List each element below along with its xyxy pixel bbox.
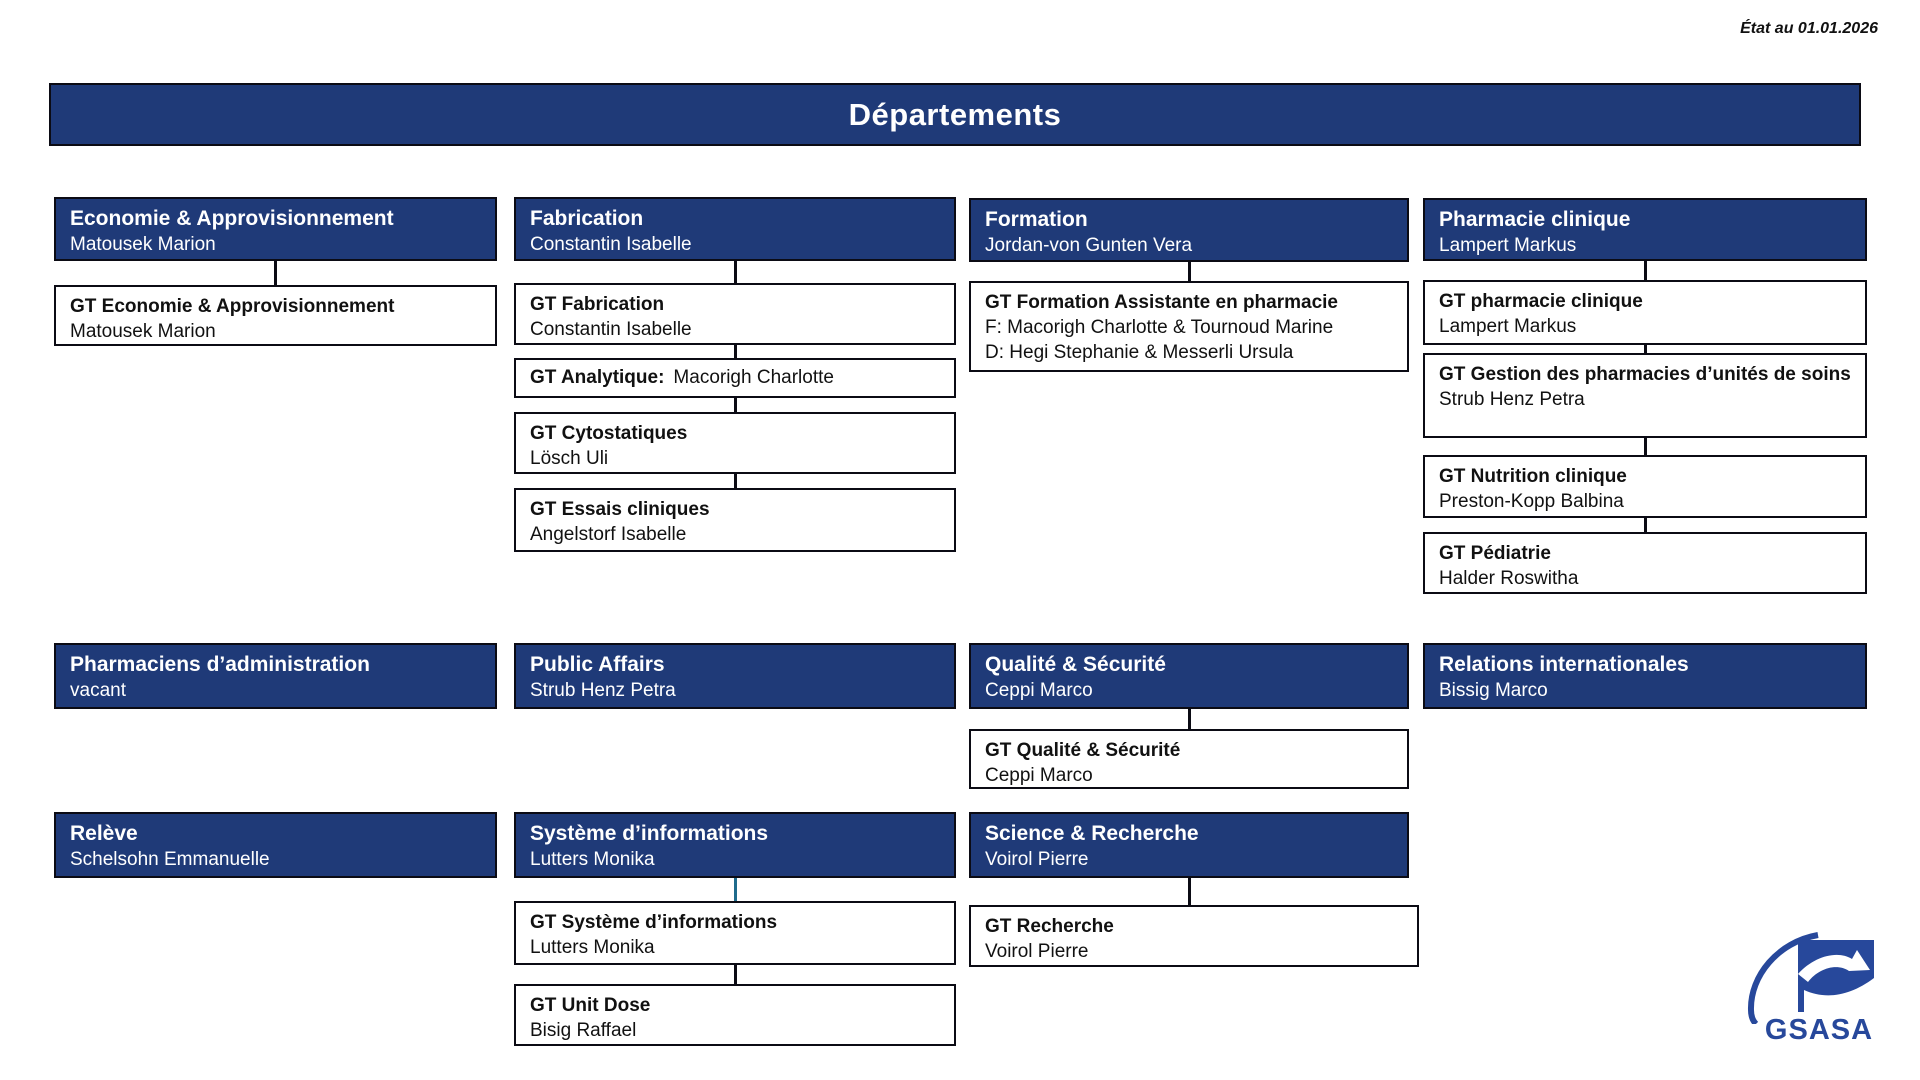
dept-name: Economie & Approvisionnement: [70, 207, 394, 230]
dept-name: Système d’informations: [530, 822, 769, 845]
dept-head: Schelsohn Emmanuelle: [70, 849, 270, 870]
gt-head: Macorigh Charlotte: [673, 367, 834, 388]
dept-head: Ceppi Marco: [985, 680, 1093, 701]
connector-line: [1188, 262, 1191, 281]
dept-box-releve: [54, 812, 497, 878]
gt-box-pharmacie-clinique-2: [1423, 455, 1867, 518]
gt-head: Matousek Marion: [70, 321, 216, 342]
dept-box-science-recherche: [969, 812, 1409, 878]
gt-head: Strub Henz Petra: [1439, 389, 1585, 410]
dept-box-formation: [969, 198, 1409, 262]
connector-line: [734, 398, 737, 412]
gt-title: GT Unit Dose: [530, 995, 651, 1016]
gt-title: GT Cytostatiques: [530, 423, 688, 444]
dept-box-economie: [54, 197, 497, 261]
gt-box-pharmacie-clinique-1: [1423, 353, 1867, 438]
dept-name: Qualité & Sécurité: [985, 653, 1166, 676]
dept-box-public-affairs: [514, 643, 956, 709]
connector-line: [1644, 518, 1647, 532]
gt-head: Constantin Isabelle: [530, 319, 692, 340]
dept-name: Pharmacie clinique: [1439, 208, 1631, 231]
gt-box-economie-0: [54, 285, 497, 346]
dept-name: Public Affairs: [530, 653, 665, 676]
dept-name: Relève: [70, 822, 138, 845]
gt-title: GT Essais cliniques: [530, 499, 710, 520]
gt-head-2: D: Hegi Stephanie & Messerli Ursula: [985, 342, 1294, 363]
gt-head: Ceppi Marco: [985, 765, 1093, 786]
gt-title: GT Pédiatrie: [1439, 543, 1551, 564]
dept-box-relations-internationales: [1423, 643, 1867, 709]
dept-name: Fabrication: [530, 207, 644, 230]
connector-line: [274, 261, 277, 285]
dept-box-systeme-informations: [514, 812, 956, 878]
dept-head: Lutters Monika: [530, 849, 655, 870]
gt-title: GT Economie & Approvisionnement: [70, 296, 395, 317]
connector-line: [734, 878, 737, 901]
dept-head: Constantin Isabelle: [530, 234, 692, 255]
dept-name: Relations internationales: [1439, 653, 1689, 676]
gt-box-pharmacie-clinique-0: [1423, 280, 1867, 345]
gt-title: GT Analytique:: [530, 367, 665, 388]
gt-head: Halder Roswitha: [1439, 568, 1579, 589]
dept-head: Jordan-von Gunten Vera: [985, 235, 1193, 256]
connector-line: [734, 261, 737, 283]
connector-line: [1188, 878, 1191, 905]
gt-title: GT pharmacie clinique: [1439, 291, 1643, 312]
gt-title: GT Qualité & Sécurité: [985, 740, 1181, 761]
dept-box-qualite-securite: [969, 643, 1409, 709]
connector-line: [734, 965, 737, 984]
dept-box-pharmaciens-administration: [54, 643, 497, 709]
dept-head: vacant: [70, 680, 126, 701]
gt-box-systeme-informations-1: [514, 984, 956, 1046]
connector-line: [1644, 261, 1647, 280]
gt-title: GT Nutrition clinique: [1439, 466, 1627, 487]
dept-head: Strub Henz Petra: [530, 680, 676, 701]
gt-head: Preston-Kopp Balbina: [1439, 491, 1624, 512]
gt-box-fabrication-0: [514, 283, 956, 345]
gt-box-pharmacie-clinique-3: [1423, 532, 1867, 594]
gsasa-logo: [1738, 932, 1878, 1060]
gt-head: Bisig Raffael: [530, 1020, 637, 1041]
gt-head: F: Macorigh Charlotte & Tournoud Marine: [985, 317, 1334, 338]
gt-box-science-recherche-0: [969, 905, 1419, 967]
gt-box-fabrication-2: [514, 412, 956, 474]
dept-head: Lampert Markus: [1439, 235, 1577, 256]
gt-head: Lampert Markus: [1439, 316, 1577, 337]
dept-head: Voirol Pierre: [985, 849, 1089, 870]
dept-name: Pharmaciens d’administration: [70, 653, 370, 676]
dept-name: Science & Recherche: [985, 822, 1199, 845]
gt-head: Lösch Uli: [530, 448, 609, 469]
connector-line: [1644, 345, 1647, 353]
connector-line: [734, 345, 737, 358]
dept-head: Matousek Marion: [70, 234, 216, 255]
gt-title: GT Formation Assistante en pharmacie: [985, 292, 1338, 313]
gt-title: GT Système d’informations: [530, 912, 778, 933]
dept-name: Formation: [985, 208, 1088, 231]
status-date: État au 01.01.2026: [1740, 20, 1878, 37]
gt-box-qualite-securite-0: [969, 729, 1409, 789]
gt-box-formation-0: [969, 281, 1409, 372]
gt-head: Angelstorf Isabelle: [530, 524, 687, 545]
gt-title: GT Fabrication: [530, 294, 665, 315]
dept-head: Bissig Marco: [1439, 680, 1548, 701]
gt-title: GT Gestion des pharmacies d’unités de soins: [1439, 364, 1851, 385]
gt-head: Voirol Pierre: [985, 941, 1089, 962]
page-title: Départements: [848, 96, 1062, 132]
gsasa-logo-text: GSASA: [1764, 1014, 1874, 1046]
connector-line: [1644, 438, 1647, 455]
chart-title-bar: [49, 83, 1861, 146]
gt-title: GT Recherche: [985, 916, 1114, 937]
dept-box-pharmacie-clinique: [1423, 198, 1867, 261]
gt-box-systeme-informations-0: [514, 901, 956, 965]
gt-box-fabrication-3: [514, 488, 956, 552]
dept-box-fabrication: [514, 197, 956, 261]
gt-head: Lutters Monika: [530, 937, 655, 958]
connector-line: [1188, 709, 1191, 729]
gt-box-fabrication-1: [514, 358, 956, 398]
connector-line: [734, 474, 737, 488]
gsasa-logo-mark: [1738, 932, 1878, 1024]
